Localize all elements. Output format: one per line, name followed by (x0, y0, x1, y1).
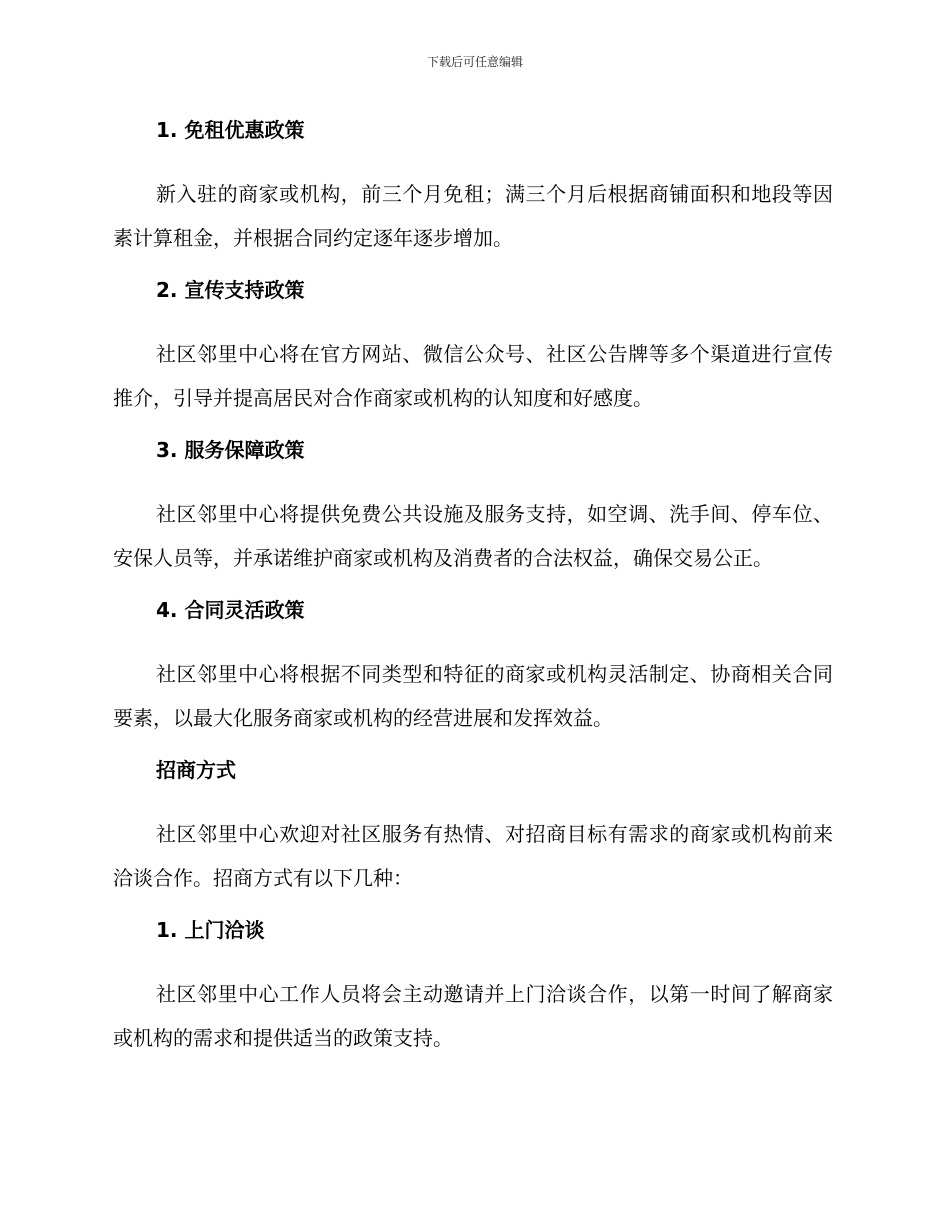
section-paragraph: 社区邻里中心欢迎对社区服务有热情、对招商目标有需求的商家或机构前来洽谈合作。招商方式有以下几种： (113, 822, 833, 890)
document-body (113, 114, 833, 1060)
section-heading: 4. 合同灵活政策 (156, 598, 305, 622)
section-heading: 招商方式 (156, 758, 236, 782)
section-heading: 2. 宣传支持政策 (156, 278, 305, 302)
section-heading: 3. 服务保障政策 (156, 438, 305, 462)
section-paragraph: 社区邻里中心工作人员将会主动邀请并上门洽谈合作，以第一时间了解商家或机构的需求和提供适当的政策支持。 (113, 982, 833, 1050)
section-paragraph: 社区邻里中心将提供免费公共设施及服务支持，如空调、洗手间、停车位、安保人员等，并承诺维护商家或机构及消费者的合法权益，确保交易公正。 (113, 502, 833, 570)
section-paragraph: 社区邻里中心将根据不同类型和特征的商家或机构灵活制定、协商相关合同要素，以最大化服务商家或机构的经营进展和发挥效益。 (113, 662, 833, 730)
section-heading: 1. 免租优惠政策 (156, 118, 305, 142)
section-heading: 1. 上门洽谈 (156, 918, 265, 942)
section-paragraph: 社区邻里中心将在官方网站、微信公众号、社区公告牌等多个渠道进行宣传推介，引导并提高居民对合作商家或机构的认知度和好感度。 (113, 342, 833, 410)
header-note: 下载后可任意编辑 (426, 55, 523, 69)
section-paragraph: 新入驻的商家或机构，前三个月免租；满三个月后根据商铺面积和地段等因素计算租金，并根据合同约定逐年逐步增加。 (113, 182, 833, 250)
